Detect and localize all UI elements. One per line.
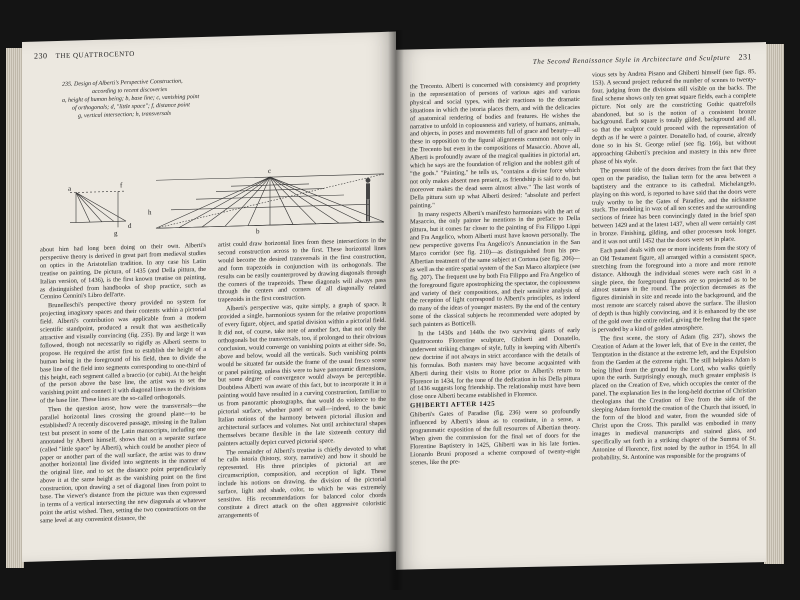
right-running-title: The Second Renaissance Style in Architecture and Sculpture	[532, 53, 731, 66]
diagram-label-b: b	[256, 227, 260, 236]
paragraph: about him had long been doing on their own. Alberti's perspective theory is derived in great part from medieval studies on optics in the Aristotelian tradition. In any case his Latin treatise on painting, De pictura, of 1435 (and Della pittura, the Italian version, of 1436), is the first known treatise on painting, as distinguished from handbooks of shop practice, such as Cennino Cennini's Libro dell'arte.	[40, 241, 206, 301]
paragraph: vious sets by Andrea Pisano and Ghiberti himself (see figs. 85, 153). A second project reduced the number of scenes to twenty-four, judging from the divisions still visible on the backs. The final scheme shows only ten great square fields, each a complete picture. Not only are the constricting Gothic quatrefoils abandoned, but so is the notion of a consistent bronze background. Each square is totally gilded, background and all, so that the sculptor could proceed with the representation of depth as if he were a painter. Donatello had, of course, already done so in his St. George relief (see fig. 166), but without approaching Ghiberti's precision and mastery in this new three phase of his style.	[592, 68, 756, 166]
paragraph: Brunelleschi's perspective theory provided no system for projecting imaginary spaces and their contents within a pictorial field. Alberti's contribution was applicable from a modern scientific standpoint, produced a result that was aesthetically attractive and visually convincing (fig. 235). By and large it was followed, though not necessarily so rigidly as Alberti seems to propose. He required the artist first to establish the height of a human being in the foreground of his field, then to divide the base line of the field into segments corresponding to one-third of this height, each segment called a braccio (or cubit). At the height of the person above the base line, the artist was to set the vanishing point and connect it with diagonal lines to the divisions of the base line. These lines are the so-called orthogonals.	[40, 298, 206, 405]
perspective-diagram	[66, 122, 386, 241]
paragraph: artist could draw horizontal lines from these intersections in the second construction across to the first. These horizontal lines would become the desired transversals in the first construction, and form trapezoids in conjunction with its orthogonals. The results can be easily counterproved by drawing diagonals through the corners of the trapezoids. These diagonals will always pass through the centers and corners of all diagonally related trapezoids in the first construction.	[218, 236, 386, 304]
paragraph: Alberti's perspective was, quite simply, a graph of space. It provided a single, harmonious system for the relative proportions of every figure, object, and spatial division within a pictorial field. It did not, of course, take note of another fact, that not only the orthogonals but the transversals, too, if prolonged to their obvious conclusion, would converge on vanishing points at either side. So, above and below, would all the verticals. Such vanishing points would be situated far outside the frame of the usual fresco scene or panel painting, unless this were to have panoramic dimensions, but some degree of convergence would always be perceptible. Doubtless Alberti was aware of this fact, but to incorporate it in a painting would have resulted in a curving construction, familiar to us from panoramic photographs, that would do violence to the pictorial surface, whether panel or wall—indeed, to the basic Italian notions of the harmony between pictorial illusion and architectural surfaces and volumes. Not until architectural shapes themselves became flexible in the late sixteenth century did painters actually depict curved pictorial space.	[218, 301, 386, 448]
right-page-number: 231	[738, 52, 752, 62]
diagram-base-line-small	[70, 221, 126, 223]
left-page	[22, 32, 396, 562]
human-figure	[366, 178, 371, 222]
diagram-label-g: g	[114, 229, 118, 238]
paragraph: Then the question arose, how were the transversals—the parallel horizontal lines crossing the ground plane—to be established? A recently discovered passage, missing in the Italian text but present in some of the Latin manuscripts, including one annotated by Alberti himself, shows that on a separate surface (called "little space" by Alberti), which could be another piece of paper or another part of the wall surface, the artist was to draw another horizontal line divided into segments in the manner of the original line, and to set the distance point perpendicularly above it at the same height as the vanishing point on the first construction, upon drawing a set of diagonal lines from point to base. The viewer's distance from the picture was then expressed in terms of a vertical intersecting the new diagonals at whatever point the artist wished. Then, setting the two constructions on the same level at any convenient distance, the	[40, 401, 206, 525]
caption-line: 235. Design of Alberti's Perspective Construction,	[62, 78, 183, 88]
caption-line: g, vertical intersection; h, transversals	[78, 110, 171, 120]
right-running-head	[533, 52, 752, 66]
left-running-head	[34, 49, 135, 61]
diagram-label-f: f	[120, 181, 123, 190]
diagram-label-a: a	[68, 184, 72, 193]
paragraph: The remainder of Alberti's treatise is chiefly devoted to what he calls istoria (history, story, narrative) and how it should be represented. His three principles of pictorial art are circumscription, composition, and reception of light. These include his notions on drawing, the division of the pictorial surface, light and shade, color, to which he was extremely sensitive. His recommendations for balanced color chords constitute a direct attack on the often aggressive coloristic arrangements of	[218, 444, 386, 520]
diagram-label-c: c	[268, 167, 272, 176]
figure-caption	[62, 76, 252, 121]
right-page-edges	[764, 44, 784, 564]
diagram-label-h: h	[148, 208, 152, 217]
left-column-1	[40, 242, 206, 559]
paragraph: Ghiberti's Gates of Paradise (fig. 236) were so profoundly influenced by Alberti's ideas as to constitute, in a sense, a programmatic exposition of the full resources of Albertian theory. When given the commission for the final set of doors for the Florentine Baptistery in 1425, Ghiberti was in his late forties. Lionardo Bruni proposed a scheme composed of twenty-eight scenes, like the pre-	[410, 408, 580, 467]
right-column-2	[592, 68, 756, 561]
paragraph: In many respects Alberti's manifesto harmonizes with the art of Masaccio, the only painter he mentions in the preface to Della pittura, but it comes far closer to the painting of Fra Filippo Lippi and Fra Angelico, whom Alberti must have known personally. The new perspective governs Fra Angelico's Annunciation in the San Marco corridor (see fig. 210)—as distinguished from his pre-Albertian treatment of the same subject at Cortona (see fig. 206)—as well as the entire spatial system of the San Marco altarpiece (see fig. 207). The frequent use by both Fra Filippo and Fra Angelico of the foreground figure apostrophizing the spectator, the copiousness and variety of their compositions, and their sensitive analysis of the reception of light correspond to Alberti's principles, as indeed do many of the ideas of younger masters. By the end of the century some of the classical subjects he recommended were adopted by such painters as Botticelli.	[410, 207, 580, 329]
paragraph: Each panel deals with one or more incidents from the story of an Old Testament figure, all arranged within a consistent space, stretching from the foreground into a more and more remote distance. Although the individual scenes were each cast in a single piece, the foreground figures are so projected as to be almost statues in the round. The projection decreases as the figures diminish in size and recede into the background, and the most remote are scarcely raised above the surface. The illusion of depth is thus highly convincing, and it is enhanced by the use of the gold over the entire relief, giving the feeling that the space is pervaded by a kind of golden atmosphere.	[592, 244, 756, 334]
book-gutter	[388, 30, 404, 590]
paragraph: In the 1430s and 1440s the two surviving giants of early Quattrocento Florentine sculpture, Ghiberti and Donatello, underwent striking changes of style, fully in keeping with Alberti's new doctrine if not always in strict accordance with the details of his formulas. Both masters may have become acquainted with Alberti during their visits to Rome prior to Alberti's return to Florence in 1434, for the tone of the dedication in his Della pittura of 1436 suggests long friendship. The relationship must have been close once Alberti became established in Florence.	[410, 326, 580, 401]
right-column-1	[410, 80, 580, 566]
caption-line: a, height of human being; b, base line; c, vanishing point	[62, 94, 200, 104]
caption-line: of orthogonals; d, "little space"; f, distance point	[72, 102, 190, 112]
right-page	[396, 42, 766, 570]
paragraph: The first scene, the story of Adam (fig. 237), shows the Creation of Adam at the lower left, that of Eve in the center, the Temptation in the distance at the extreme left, and the Expulsion from the Garden at the extreme right. The still helpless Adam is being lifted from the ground by the Lord, who walks quietly upon the earth. Surprisingly enough, much greater emphasis is placed on the Creation of Eve, which occupies the center of the panel. The explanation lies in the long-held doctrine of Christian theologians that the Creation of Eve from the side of the sleeping Adam foretold the creation of the Church that issued, in the form of the blood and water, from the wounded side of Christ upon the Cross. This parallel was embodied in many images in medieval manuscripts and stained glass, and specifically set forth in a striking chapter of the Summa of St. Antonine of Florence, first noted by the author in 1954. In all probability, St. Antonine was responsible for the programs of	[592, 332, 756, 462]
section-heading: GHIBERTI AFTER 1425	[410, 400, 496, 410]
left-page-number: 230	[34, 51, 48, 61]
caption-line: according to recent discoveries	[92, 86, 168, 96]
left-running-title: THE QUATTROCENTO	[55, 49, 135, 61]
paragraph: the Trecento. Alberti is concerned with consistency and propriety in the representation of persons of various ages and various physical and social types, with their reactions to the dramatic situations in which the istoria places them, and with the delicacies of anatomical rendering of bodies and features. He wishes the narrative to unfold in copiousness and variety, of humans, animals, and objects, in poses and movements full of grace and beauty—all these in opposition to the figural alignments common not only in the Trecento but even in the compositions of Masaccio. Above all, Alberti is profoundly aware of the magical qualities in pictorial art, which he says are the foundation of religion and the noblest gift of "the gods." "Painting," he tells us, "contains a divine force which not only makes absent men present, as friendship is said to do, but moreover makes the dead seem almost alive." The last words of Della pittura sum up what Alberti desired: "absolute and perfect painting."	[410, 79, 580, 210]
left-column-2	[218, 237, 386, 554]
diagram-label-d: d	[128, 221, 132, 231]
paragraph: The present title of the doors derives from the fact that they open on the paradiso, the Italian term for the area between a baptistery and the entrance to its cathedral. Michelangelo, playing on this word, is reported to have said that the doors were truly worthy to be the Gates of Paradise, and the nickname stuck. The modeling in wax of all ten scenes and the surrounding sections of frieze has been convincingly dated in the brief span between 1429 and at the latest 1437, when all were certainly cast in bronze. Finishing, gilding, and other processes took longer, and it was not until 1452 that the doors were set in place.	[592, 164, 756, 246]
